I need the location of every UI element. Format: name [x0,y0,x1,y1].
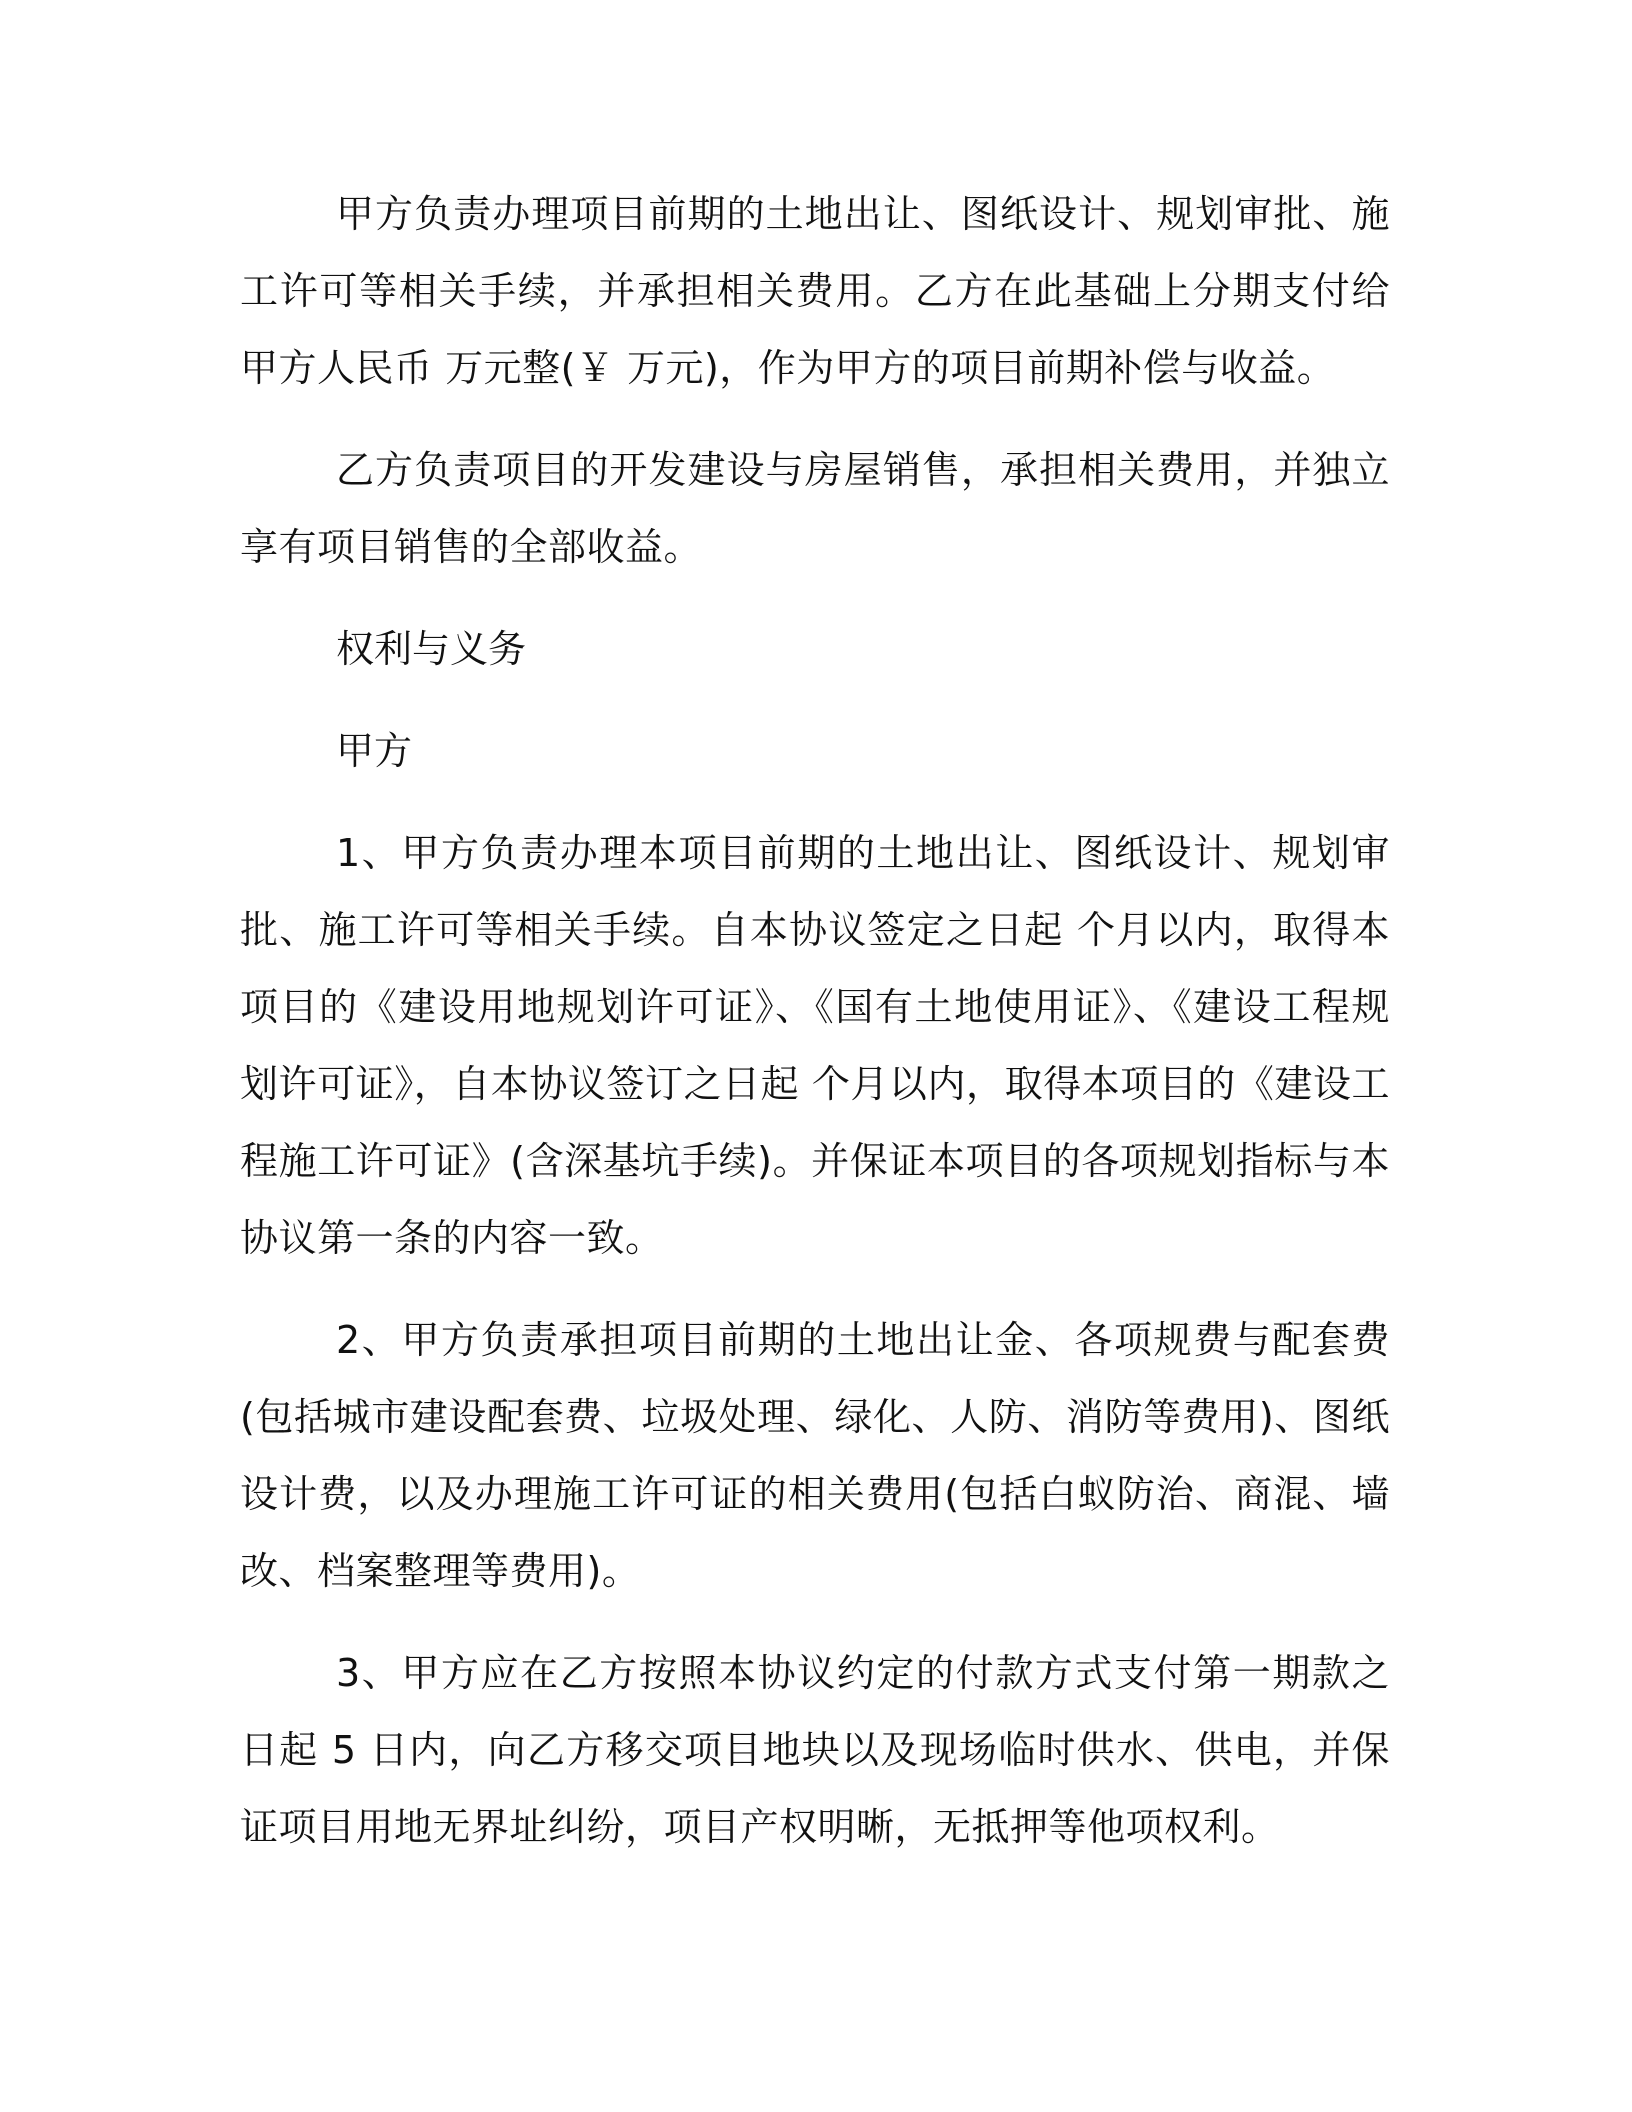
paragraph-preliminary-costs: 甲方负责办理项目前期的土地出让、图纸设计、规划审批、施工许可等相关手续，并承担相关费用。乙方在此基础上分期支付给甲方人民币 万元整(￥ 万元)，作为甲方的项目前期补偿与收益。 [240,192,1390,390]
section-heading-rights-obligations: 权利与义务 [336,627,527,671]
paragraph-party-b-development: 乙方负责项目的开发建设与房屋销售，承担相关费用，并独立享有项目销售的全部收益。 [240,448,1390,569]
clause-1: 1、甲方负责办理本项目前期的土地出让、图纸设计、规划审批、施工许可等相关手续。自本协议签定之日起 个月以内，取得本项目的《建设用地规划许可证》、《国有土地使用证》、《建设工程规划许可证》，自本协议签订之日起 个月以内，取得本项目的《建设工程施工许可证》(含深基坑手续)。并保证本项目的各项规划指标与本协议第一条的内容一致。 [240,831,1390,1260]
clause-3: 3、甲方应在乙方按照本协议约定的付款方式支付第一期款之日起 5 日内，向乙方移交项目地块以及现场临时供水、供电，并保证项目用地无界址纠纷，项目产权明晰，无抵押等他项权利。 [240,1651,1390,1849]
section-heading-party-a: 甲方 [336,729,413,773]
clause-2: 2、甲方负责承担项目前期的土地出让金、各项规费与配套费(包括城市建设配套费、垃圾处理、绿化、人防、消防等费用)、图纸设计费，以及办理施工许可证的相关费用(包括白蚁防治、商混、墙改、档案整理等费用)。 [240,1318,1390,1593]
document-body [240,176,1390,1891]
